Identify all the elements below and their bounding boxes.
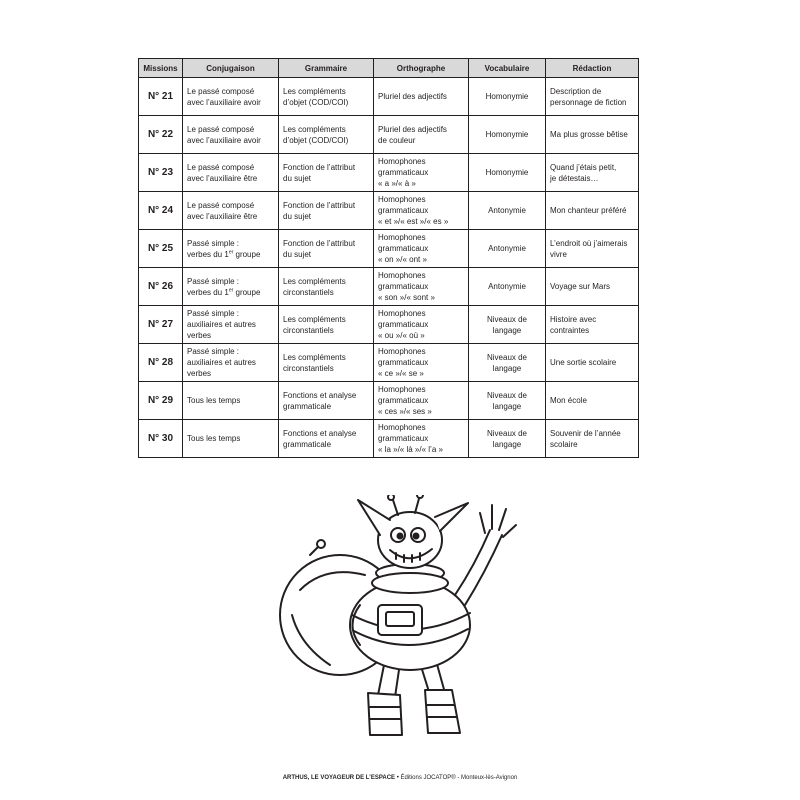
cell-line: Homophones bbox=[378, 309, 426, 318]
cell-orthographe bbox=[374, 306, 469, 344]
cell-line: Fonctions et analyse bbox=[283, 428, 357, 438]
cell-line: L’endroit où j’aimerais bbox=[550, 238, 628, 248]
cell-line: avec l’auxiliaire avoir bbox=[187, 97, 261, 107]
cell-line: Mon école bbox=[550, 396, 587, 405]
cell-redaction bbox=[546, 268, 639, 306]
cell-orthographe bbox=[374, 116, 469, 154]
cell-orthographe bbox=[374, 420, 469, 458]
cell-line: circonstantiels bbox=[283, 287, 334, 297]
cell-conjugaison bbox=[183, 382, 279, 420]
cell-line: scolaire bbox=[550, 439, 578, 449]
cell-vocabulaire bbox=[469, 78, 546, 116]
cell-line: Homophones bbox=[378, 157, 426, 166]
cell-redaction bbox=[546, 306, 639, 344]
cell-conjugaison bbox=[183, 268, 279, 306]
cell-line: « ces »/« ses » bbox=[378, 407, 432, 416]
cell-grammaire bbox=[279, 306, 374, 344]
cell-vocabulaire bbox=[469, 154, 546, 192]
cell-redaction bbox=[546, 344, 639, 382]
mission-number: N° 25 bbox=[139, 230, 183, 268]
cell-conjugaison bbox=[183, 420, 279, 458]
cell-conjugaison bbox=[183, 192, 279, 230]
cell-line: grammaticaux bbox=[378, 206, 429, 215]
table-row bbox=[139, 306, 639, 344]
cell-vocabulaire bbox=[469, 420, 546, 458]
cell-line: Niveaux de bbox=[486, 352, 528, 362]
mission-number: N° 27 bbox=[139, 306, 183, 344]
cell-line: Homophones bbox=[378, 347, 426, 356]
cell-conjugaison bbox=[183, 344, 279, 382]
cell-line: Le passé composé bbox=[187, 124, 255, 134]
cell-line: grammaticaux bbox=[378, 168, 429, 177]
table-row bbox=[139, 230, 639, 268]
cell-orthographe bbox=[374, 154, 469, 192]
cell-line: personnage de fiction bbox=[550, 97, 627, 107]
cell-line: « et »/« est »/« es » bbox=[378, 217, 449, 226]
cell-line: « on »/« ont » bbox=[378, 255, 427, 264]
cell-line: grammaticale bbox=[283, 401, 332, 411]
header-vocabulaire: Vocabulaire bbox=[469, 59, 546, 78]
cell-line: Antonymie bbox=[488, 244, 526, 253]
cell-line: verbes du 1er groupe bbox=[187, 248, 261, 259]
cell-line: circonstantiels bbox=[283, 363, 334, 373]
cell-line: Le passé composé bbox=[187, 162, 255, 172]
cell-line: Niveaux de bbox=[486, 390, 528, 400]
cell-line: Homophones bbox=[378, 385, 426, 394]
table-row bbox=[139, 78, 639, 116]
cell-line: grammaticaux bbox=[378, 396, 429, 405]
footer-title: ARTHUS, LE VOYAGEUR DE L’ESPACE bbox=[282, 775, 396, 781]
cell-vocabulaire bbox=[469, 382, 546, 420]
cell-line: du sujet bbox=[283, 173, 312, 183]
cell-line: Ma plus grosse bêtise bbox=[550, 130, 628, 139]
cell-grammaire bbox=[279, 230, 374, 268]
cell-redaction bbox=[546, 154, 639, 192]
cell-grammaire bbox=[279, 382, 374, 420]
cell-line: avec l’auxiliaire avoir bbox=[187, 135, 261, 145]
cell-grammaire bbox=[279, 420, 374, 458]
cell-vocabulaire bbox=[469, 192, 546, 230]
cell-line: « ce »/« se » bbox=[378, 369, 424, 378]
cell-line: Souvenir de l’année bbox=[550, 428, 621, 438]
cell-line: d’objet (COD/COI) bbox=[283, 135, 349, 145]
cell-line: « ou »/« où » bbox=[378, 331, 425, 340]
cell-line: Les compléments bbox=[283, 314, 346, 324]
cell-line: Passé simple : bbox=[187, 276, 240, 286]
cell-line: de couleur bbox=[378, 135, 416, 145]
mission-number: N° 23 bbox=[139, 154, 183, 192]
cell-line: d’objet (COD/COI) bbox=[283, 97, 349, 107]
cell-line: Antonymie bbox=[488, 206, 526, 215]
cell-orthographe bbox=[374, 344, 469, 382]
missions-table bbox=[138, 58, 639, 458]
cell-line: langage bbox=[492, 401, 522, 411]
mission-number: N° 28 bbox=[139, 344, 183, 382]
cell-line: grammaticaux bbox=[378, 244, 429, 253]
cell-line: Le passé composé bbox=[187, 200, 255, 210]
table-body bbox=[139, 78, 639, 458]
mission-number: N° 22 bbox=[139, 116, 183, 154]
cell-line: verbes bbox=[187, 331, 212, 340]
cell-line: Fonction de l’attribut bbox=[283, 162, 356, 172]
mission-number: N° 21 bbox=[139, 78, 183, 116]
cell-line: « la »/« là »/« l’a » bbox=[378, 445, 443, 454]
cell-line: grammaticaux bbox=[378, 320, 429, 329]
cell-line: grammaticaux bbox=[378, 434, 429, 443]
cell-grammaire bbox=[279, 78, 374, 116]
table-row bbox=[139, 382, 639, 420]
cell-line: Homophones bbox=[378, 271, 426, 280]
cell-line: Homophones bbox=[378, 195, 426, 204]
cell-redaction bbox=[546, 78, 639, 116]
cell-line: Le passé composé bbox=[187, 86, 255, 96]
mission-number: N° 24 bbox=[139, 192, 183, 230]
cell-redaction bbox=[546, 116, 639, 154]
table-row bbox=[139, 192, 639, 230]
mission-number: N° 30 bbox=[139, 420, 183, 458]
cell-line: grammaticale bbox=[283, 439, 332, 449]
cell-line: Mon chanteur préféré bbox=[550, 206, 627, 215]
footer-credit: • Éditions JOCATOP® - Monteux-lès-Avignon bbox=[395, 775, 518, 781]
cell-line: « a »/« à » bbox=[378, 179, 416, 188]
cell-line: Fonctions et analyse bbox=[283, 390, 357, 400]
cell-line: Les compléments bbox=[283, 86, 346, 96]
cell-line: Homophones bbox=[378, 423, 426, 432]
cell-orthographe bbox=[374, 268, 469, 306]
cell-conjugaison bbox=[183, 306, 279, 344]
cell-line: du sujet bbox=[283, 249, 312, 259]
mission-number: N° 29 bbox=[139, 382, 183, 420]
alien-astronaut-illustration bbox=[270, 495, 530, 740]
cell-line: avec l’auxiliaire être bbox=[187, 211, 258, 221]
cell-line: Histoire avec bbox=[550, 314, 597, 324]
cell-line: Niveaux de bbox=[486, 314, 528, 324]
cell-orthographe bbox=[374, 78, 469, 116]
cell-line: langage bbox=[492, 325, 522, 335]
cell-line: circonstantiels bbox=[283, 325, 334, 335]
cell-conjugaison bbox=[183, 78, 279, 116]
cell-line: avec l’auxiliaire être bbox=[187, 173, 258, 183]
cell-grammaire bbox=[279, 116, 374, 154]
header-grammaire: Grammaire bbox=[279, 59, 374, 78]
cell-conjugaison bbox=[183, 154, 279, 192]
table-row bbox=[139, 268, 639, 306]
cell-grammaire bbox=[279, 344, 374, 382]
cell-line: Homophones bbox=[378, 233, 426, 242]
cell-orthographe bbox=[374, 230, 469, 268]
header-orthographe: Orthographe bbox=[374, 59, 469, 78]
page-footer bbox=[0, 775, 800, 781]
cell-redaction bbox=[546, 230, 639, 268]
cell-line: auxiliaires et autres bbox=[187, 320, 256, 329]
cell-line: Fonction de l’attribut bbox=[283, 200, 356, 210]
mission-number: N° 26 bbox=[139, 268, 183, 306]
cell-line: Niveaux de bbox=[486, 428, 528, 438]
cell-line: Antonymie bbox=[488, 282, 526, 291]
cell-line: Description de bbox=[550, 86, 602, 96]
cell-line: Passé simple : bbox=[187, 238, 240, 248]
cell-line: Les compléments bbox=[283, 124, 346, 134]
cell-grammaire bbox=[279, 192, 374, 230]
cell-redaction bbox=[546, 420, 639, 458]
cell-line: Pluriel des adjectifs bbox=[378, 92, 447, 101]
cell-vocabulaire bbox=[469, 268, 546, 306]
header-conjugaison: Conjugaison bbox=[183, 59, 279, 78]
cell-line: Homonymie bbox=[485, 92, 529, 101]
cell-line: Les compléments bbox=[283, 352, 346, 362]
table-row bbox=[139, 344, 639, 382]
cell-vocabulaire bbox=[469, 306, 546, 344]
cell-grammaire bbox=[279, 268, 374, 306]
cell-conjugaison bbox=[183, 230, 279, 268]
table-header-row bbox=[139, 59, 639, 78]
cell-vocabulaire bbox=[469, 344, 546, 382]
cell-line: verbes bbox=[187, 369, 212, 378]
cell-redaction bbox=[546, 382, 639, 420]
table-row bbox=[139, 420, 639, 458]
cell-line: langage bbox=[492, 363, 522, 373]
cell-line: Fonction de l’attribut bbox=[283, 238, 356, 248]
cell-line: langage bbox=[492, 439, 522, 449]
cell-line: auxiliaires et autres bbox=[187, 358, 256, 367]
cell-line: « son »/« sont » bbox=[378, 293, 435, 302]
cell-line: Les compléments bbox=[283, 276, 346, 286]
cell-line: Passé simple : bbox=[187, 347, 240, 356]
cell-vocabulaire bbox=[469, 230, 546, 268]
cell-line: je détestais… bbox=[550, 173, 599, 183]
cell-line: Tous les temps bbox=[187, 434, 241, 443]
table-row bbox=[139, 116, 639, 154]
cell-grammaire bbox=[279, 154, 374, 192]
cell-vocabulaire bbox=[469, 116, 546, 154]
cell-line: vivre bbox=[550, 249, 567, 259]
cell-line: Une sortie scolaire bbox=[550, 358, 617, 367]
cell-redaction bbox=[546, 192, 639, 230]
cell-line: verbes du 1er groupe bbox=[187, 286, 261, 297]
cell-line: Homonymie bbox=[485, 168, 529, 177]
header-missions: Missions bbox=[139, 59, 183, 78]
header-redaction: Rédaction bbox=[546, 59, 639, 78]
cell-line: Voyage sur Mars bbox=[550, 282, 611, 291]
cell-line: Pluriel des adjectifs bbox=[378, 124, 447, 134]
cell-conjugaison bbox=[183, 116, 279, 154]
cell-line: contraintes bbox=[550, 325, 590, 335]
cell-line: Quand j’étais petit, bbox=[550, 162, 617, 172]
cell-line: grammaticaux bbox=[378, 282, 429, 291]
cell-line: Tous les temps bbox=[187, 396, 241, 405]
cell-orthographe bbox=[374, 382, 469, 420]
cell-line: du sujet bbox=[283, 211, 312, 221]
cell-line: Homonymie bbox=[485, 130, 529, 139]
cell-orthographe bbox=[374, 192, 469, 230]
cell-line: grammaticaux bbox=[378, 358, 429, 367]
table-row bbox=[139, 154, 639, 192]
cell-line: Passé simple : bbox=[187, 309, 240, 318]
